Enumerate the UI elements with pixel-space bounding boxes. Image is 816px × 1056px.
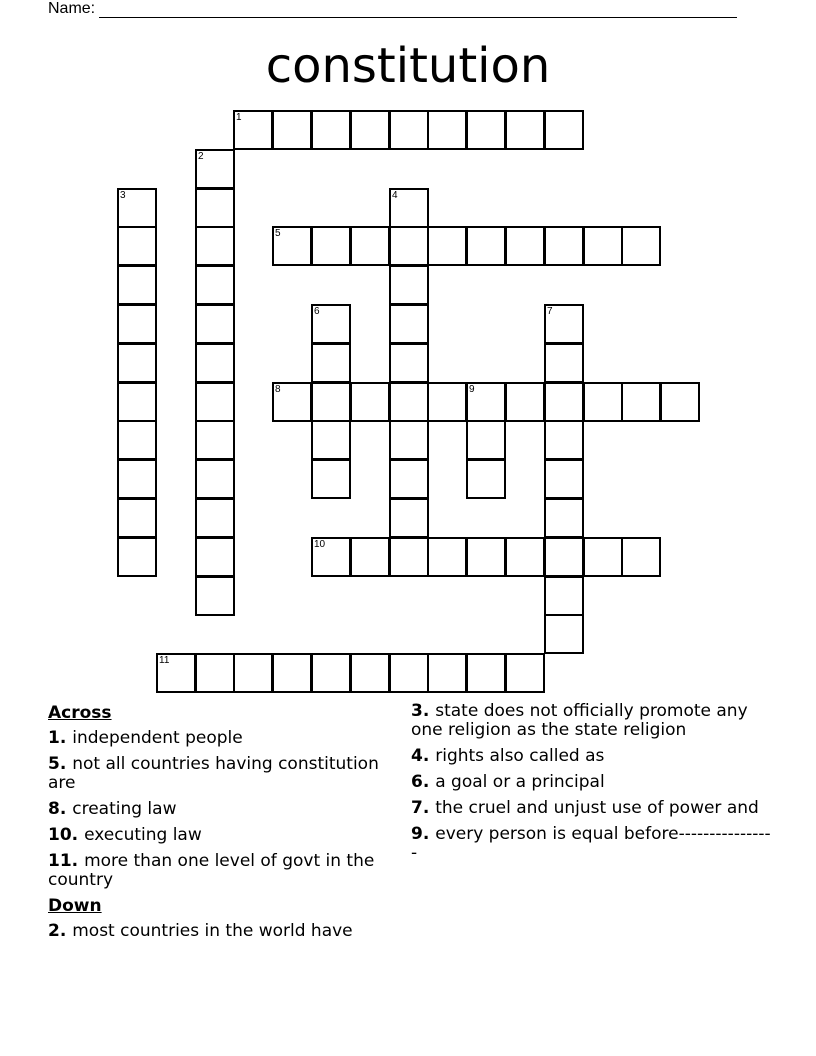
crossword-cell[interactable] xyxy=(466,653,506,693)
crossword-cell[interactable] xyxy=(311,420,351,460)
crossword-cell[interactable] xyxy=(311,537,351,577)
cell-number: 5 xyxy=(275,228,281,239)
crossword-cell[interactable] xyxy=(466,382,506,422)
crossword-cell[interactable] xyxy=(427,226,467,266)
crossword-cell[interactable] xyxy=(505,653,545,693)
crossword-cell[interactable] xyxy=(117,459,157,499)
crossword-cell[interactable] xyxy=(195,382,235,422)
crossword-cell[interactable] xyxy=(544,614,584,654)
cell-number: 9 xyxy=(469,384,475,395)
clue-number: 7 xyxy=(411,798,423,818)
clue-across-10 xyxy=(48,826,388,845)
crossword-cell[interactable] xyxy=(389,188,429,228)
crossword-cell[interactable] xyxy=(544,459,584,499)
clue-down-7 xyxy=(411,799,771,818)
crossword-cell[interactable] xyxy=(389,382,429,422)
crossword-cell[interactable] xyxy=(389,226,429,266)
clue-number: 1 xyxy=(48,728,60,748)
puzzle-title: constitution xyxy=(265,38,551,94)
clue-text: executing law xyxy=(84,825,202,845)
crossword-cell[interactable] xyxy=(389,498,429,538)
crossword-cell[interactable] xyxy=(195,304,235,344)
crossword-cell[interactable] xyxy=(389,653,429,693)
clue-dot: . xyxy=(422,824,436,844)
crossword-cell[interactable] xyxy=(583,382,623,422)
clue-dot: . xyxy=(59,799,73,819)
crossword-cell[interactable] xyxy=(195,653,235,693)
crossword-cell[interactable] xyxy=(389,343,429,383)
clue-dot: . xyxy=(59,921,73,941)
crossword-cell[interactable] xyxy=(117,498,157,538)
crossword-cell[interactable] xyxy=(389,265,429,305)
clue-down-3 xyxy=(411,702,771,740)
crossword-cell[interactable] xyxy=(117,188,157,228)
clue-number: 3 xyxy=(411,701,423,721)
crossword-cell[interactable] xyxy=(156,653,196,693)
crossword-cell[interactable] xyxy=(117,343,157,383)
crossword-cell[interactable] xyxy=(583,226,623,266)
clue-across-5 xyxy=(48,755,388,793)
crossword-cell[interactable] xyxy=(621,537,661,577)
crossword-cell[interactable] xyxy=(389,110,429,150)
clue-text: a goal or a principal xyxy=(435,772,605,792)
crossword-cell[interactable] xyxy=(505,382,545,422)
cell-number: 10 xyxy=(314,539,326,550)
crossword-cell[interactable] xyxy=(311,304,351,344)
clue-down-2 xyxy=(48,922,388,941)
crossword-cell[interactable] xyxy=(544,226,584,266)
clue-across-1 xyxy=(48,729,388,748)
clue-text: every person is equal before---------------- xyxy=(411,824,771,863)
clue-number: 4 xyxy=(411,746,423,766)
crossword-cell[interactable] xyxy=(466,420,506,460)
clue-dot: . xyxy=(59,728,73,748)
crossword-cell[interactable] xyxy=(389,537,429,577)
crossword-cell[interactable] xyxy=(544,304,584,344)
cell-number: 6 xyxy=(314,306,320,317)
crossword-cell[interactable] xyxy=(544,382,584,422)
crossword-cell[interactable] xyxy=(195,188,235,228)
cell-number: 1 xyxy=(236,112,242,123)
clue-text: the cruel and unjust use of power and xyxy=(435,798,759,818)
crossword-cell[interactable] xyxy=(544,420,584,460)
crossword-cell[interactable] xyxy=(311,382,351,422)
clue-number: 11 xyxy=(48,851,72,871)
crossword-cell[interactable] xyxy=(117,265,157,305)
crossword-cell[interactable] xyxy=(544,498,584,538)
clue-text: state does not officially promote any one religion as the state religion xyxy=(411,701,748,740)
clue-dot: . xyxy=(71,851,85,871)
clue-dot: . xyxy=(422,746,436,766)
crossword-cell[interactable] xyxy=(350,653,390,693)
crossword-cell[interactable] xyxy=(311,343,351,383)
crossword-cell[interactable] xyxy=(427,653,467,693)
clue-number: 5 xyxy=(48,754,60,774)
clue-across-8 xyxy=(48,800,388,819)
cell-number: 4 xyxy=(392,190,398,201)
crossword-cell[interactable] xyxy=(195,459,235,499)
crossword-cell[interactable] xyxy=(233,110,273,150)
crossword-cell[interactable] xyxy=(427,382,467,422)
cell-number: 3 xyxy=(120,190,126,201)
crossword-cell[interactable] xyxy=(350,382,390,422)
name-label: Name: xyxy=(48,0,96,17)
crossword-cell[interactable] xyxy=(117,420,157,460)
crossword-cell[interactable] xyxy=(466,110,506,150)
clue-dot: . xyxy=(422,772,436,792)
crossword-cell[interactable] xyxy=(660,382,700,422)
crossword-cell[interactable] xyxy=(311,459,351,499)
clue-text: creating law xyxy=(72,799,177,819)
clue-dot: . xyxy=(71,825,85,845)
crossword-cell[interactable] xyxy=(311,653,351,693)
crossword-cell[interactable] xyxy=(195,265,235,305)
crossword-cell[interactable] xyxy=(505,226,545,266)
clue-number: 9 xyxy=(411,824,423,844)
crossword-cell[interactable] xyxy=(195,576,235,616)
clue-text: most countries in the world have xyxy=(72,921,353,941)
crossword-cell[interactable] xyxy=(195,420,235,460)
clue-number: 6 xyxy=(411,772,423,792)
crossword-cell[interactable] xyxy=(544,110,584,150)
crossword-cell[interactable] xyxy=(117,537,157,577)
cell-number: 2 xyxy=(198,151,204,162)
crossword-cell[interactable] xyxy=(466,459,506,499)
crossword-cell[interactable] xyxy=(195,537,235,577)
crossword-cell[interactable] xyxy=(505,110,545,150)
crossword-cell[interactable] xyxy=(427,110,467,150)
clue-dot: . xyxy=(422,798,436,818)
crossword-cell[interactable] xyxy=(117,382,157,422)
crossword-cell[interactable] xyxy=(389,304,429,344)
crossword-cell[interactable] xyxy=(583,537,623,577)
clues-left-column xyxy=(48,702,388,948)
crossword-cell[interactable] xyxy=(195,149,235,189)
crossword-cell[interactable] xyxy=(621,382,661,422)
clue-number: 10 xyxy=(48,825,72,845)
crossword-cell[interactable] xyxy=(311,110,351,150)
crossword-cell[interactable] xyxy=(350,226,390,266)
crossword-cell[interactable] xyxy=(195,226,235,266)
clue-down-9 xyxy=(411,825,771,863)
clue-text: independent people xyxy=(72,728,243,748)
crossword-cell[interactable] xyxy=(195,498,235,538)
clue-text: not all countries having constitution are xyxy=(48,754,379,793)
cell-number: 11 xyxy=(159,655,170,666)
crossword-cell[interactable] xyxy=(272,382,312,422)
crossword-cell[interactable] xyxy=(621,226,661,266)
clue-dot: . xyxy=(422,701,436,721)
crossword-cell[interactable] xyxy=(544,576,584,616)
crossword-cell[interactable] xyxy=(311,226,351,266)
clue-text: rights also called as xyxy=(435,746,605,766)
clue-dot: . xyxy=(59,754,73,774)
crossword-cell[interactable] xyxy=(233,653,273,693)
crossword-cell[interactable] xyxy=(389,420,429,460)
crossword-cell[interactable] xyxy=(350,537,390,577)
crossword-cell[interactable] xyxy=(272,110,312,150)
crossword-cell[interactable] xyxy=(389,459,429,499)
crossword-cell[interactable] xyxy=(466,226,506,266)
clue-down-4 xyxy=(411,747,771,766)
clue-text: more than one level of govt in the country xyxy=(48,851,375,890)
across-heading: Across xyxy=(48,703,112,723)
crossword-cell[interactable] xyxy=(544,537,584,577)
crossword-cell[interactable] xyxy=(117,226,157,266)
crossword-cell[interactable] xyxy=(466,537,506,577)
clue-across-11 xyxy=(48,852,388,890)
crossword-cell[interactable] xyxy=(427,537,467,577)
cell-number: 8 xyxy=(275,384,281,395)
down-heading: Down xyxy=(48,896,102,916)
clue-down-6 xyxy=(411,773,771,792)
crossword-cell[interactable] xyxy=(350,110,390,150)
clue-number: 8 xyxy=(48,799,60,819)
cell-number: 7 xyxy=(547,306,553,317)
crossword-cell[interactable] xyxy=(272,226,312,266)
clues-right-column xyxy=(411,702,771,870)
crossword-cell[interactable] xyxy=(544,343,584,383)
crossword-cell[interactable] xyxy=(195,343,235,383)
crossword-cell[interactable] xyxy=(505,537,545,577)
clue-number: 2 xyxy=(48,921,60,941)
crossword-cell[interactable] xyxy=(117,304,157,344)
crossword-cell[interactable] xyxy=(272,653,312,693)
